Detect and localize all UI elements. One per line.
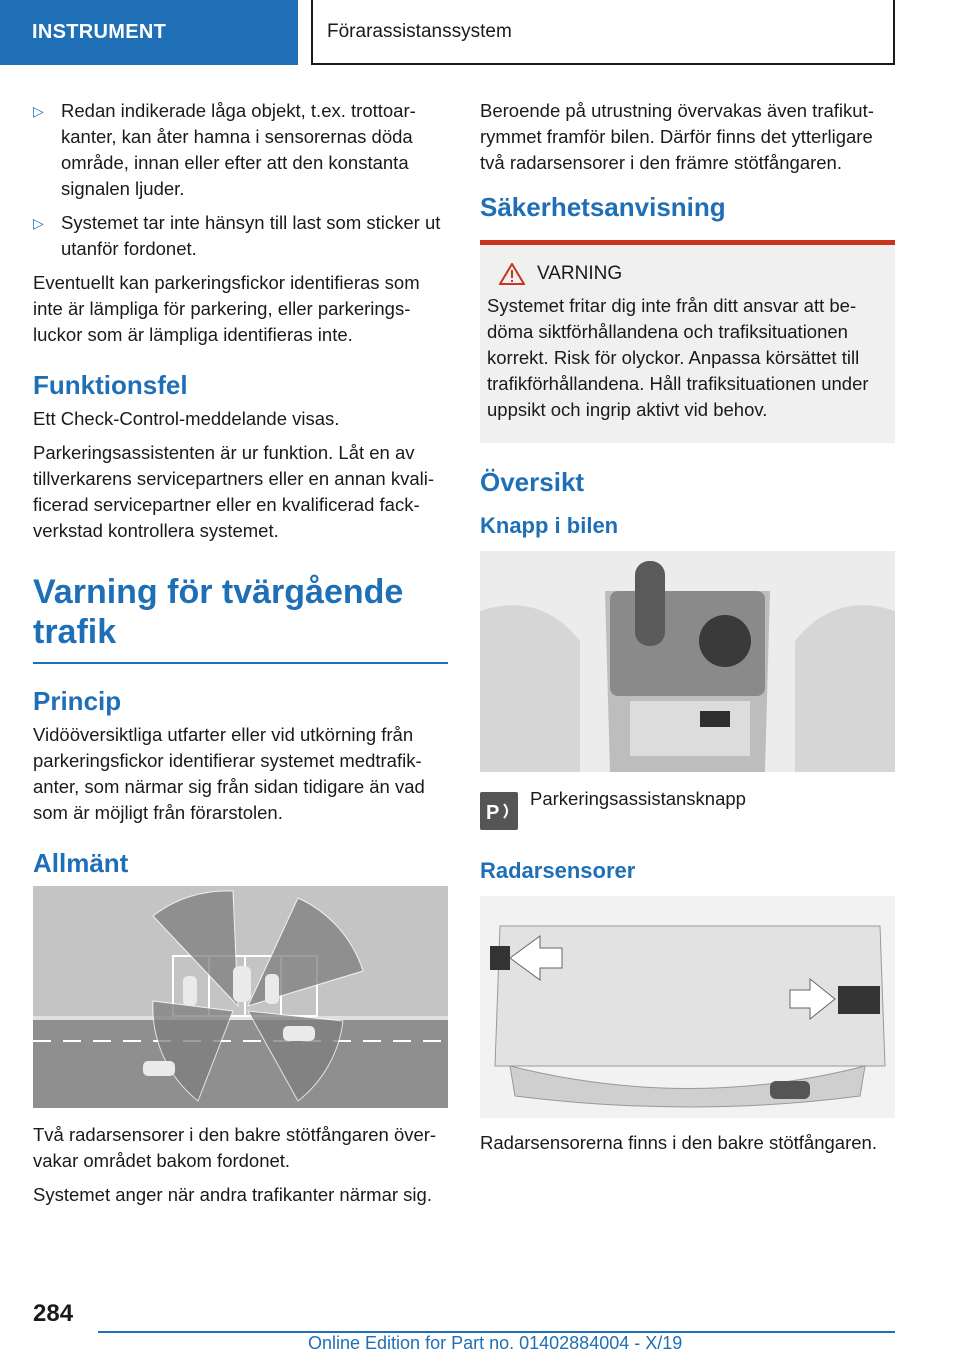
paragraph: Beroende på utrustning övervakas även trafikut-rymmet framför bilen. Därför finns det ytterligare två radarsensorer i den främre stötfångaren.: [480, 100, 874, 173]
list-item: ▷ Redan indikerade låga objekt, t.ex. trottoar-kanter, kan åter hamna i sensorernas döda område, innan eller efter att den konstanta signalen ljuder.: [33, 98, 448, 202]
heading-oversikt: Översikt: [480, 467, 585, 497]
svg-text:P: P: [486, 802, 500, 824]
key-label: Parkeringsassistansknapp: [530, 788, 746, 809]
heading-sakerhetsanvisning: Säkerhetsanvisning: [480, 192, 726, 222]
heading-varning-tvargaende: Varning för tvärgående trafik: [33, 572, 448, 664]
paragraph: Systemet anger när andra trafikanter närmar sig.: [33, 1184, 432, 1205]
warning-title: VARNING: [537, 263, 623, 284]
figure-caption: Radarsensorerna finns i den bakre stötfångaren.: [480, 1132, 877, 1153]
heading-princip: Princip: [33, 686, 122, 716]
center-console-image: [480, 551, 895, 772]
page-number: 284: [33, 1300, 74, 1327]
warning-text: Systemet fritar dig inte från ditt ansvar att be-döma siktförhållandena och trafiksituationen korrekt. Risk för olyckor. Anpassa körsättet till trafikförhållandena. Håll trafiksituationen under uppsikt och ingrip aktivt vid behov.: [487, 295, 869, 420]
heading-radarsensorer: Radarsensorer: [480, 858, 636, 883]
heading-knapp-i-bilen: Knapp i bilen: [480, 513, 619, 538]
heading-allmant: Allmänt: [33, 848, 129, 878]
triangle-bullet-icon: ▷: [33, 215, 44, 231]
warning-triangle-icon: [487, 263, 537, 285]
warning-box: [480, 240, 895, 443]
left-column: [33, 98, 448, 1216]
chapter-title: Förarassistanssystem: [311, 0, 895, 65]
paragraph: Ett Check-Control-meddelande visas.: [33, 408, 340, 429]
paragraph: Vidööversiktliga utfarter eller vid utkörning från parkeringsfickor identifierar systemet medtrafik-anter, som närmar sig från sidan tidigare än vad som är möjligt från förarstolen.: [33, 724, 425, 823]
paragraph: Parkeringsassistenten är ur funktion. Låt en av tillverkarens servicepartners eller en annan kvali-ficerad servicepartner eller en kvalificerad fack-verkstad kontrollera systemet.: [33, 442, 435, 541]
list-item: ▷ Systemet tar inte hänsyn till last som sticker ut utanför fordonet.: [33, 210, 448, 262]
edition-footer: Online Edition for Part no. 01402884004 - X/19: [308, 1333, 683, 1353]
parking-assist-key: [480, 788, 895, 830]
parking-assist-button-icon: [480, 792, 518, 830]
rear-bumper-radar-image: [480, 896, 895, 1118]
section-tab: INSTRUMENT: [0, 0, 298, 65]
triangle-bullet-icon: ▷: [33, 103, 44, 119]
heading-funktionsfel: Funktionsfel: [33, 370, 188, 400]
paragraph: Eventuellt kan parkeringsfickor identifieras som inte är lämpliga för parkering, eller parkerings-luckor som är lämpliga identifieras inte.: [33, 272, 420, 345]
cross-traffic-illustration: [33, 886, 448, 1108]
paragraph: Två radarsensorer i den bakre stötfångaren över-vakar området bakom fordonet.: [33, 1124, 437, 1171]
right-column: [480, 98, 895, 1164]
